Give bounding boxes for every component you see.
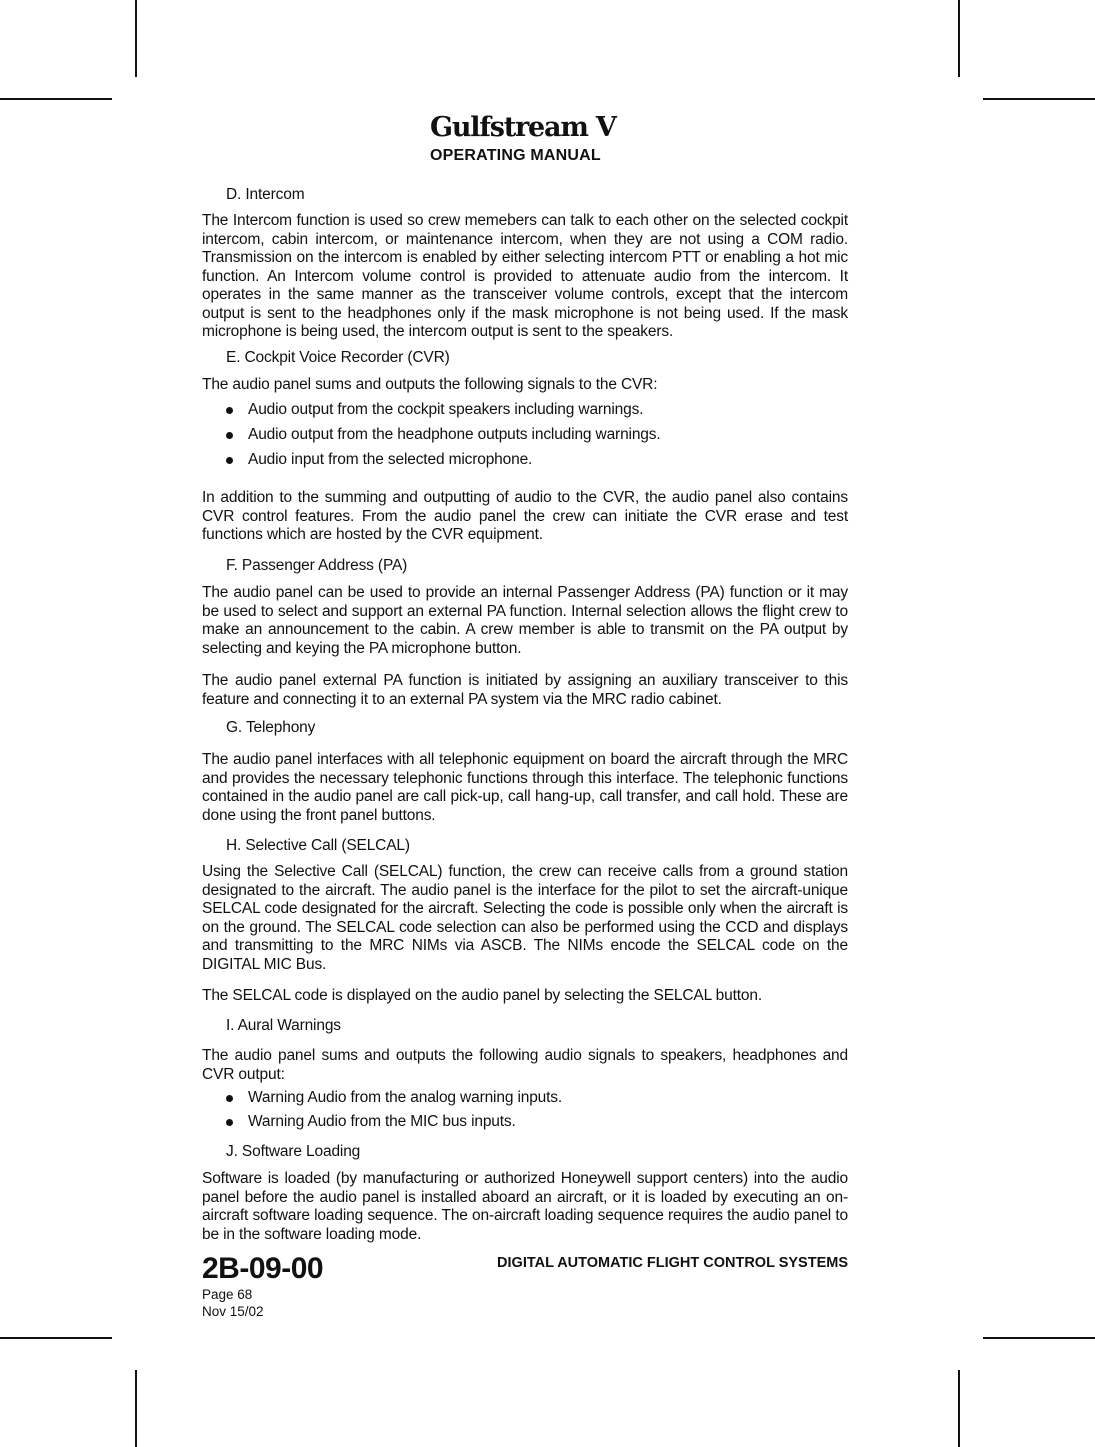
crop-mark <box>0 1337 112 1339</box>
bullet-icon <box>226 432 233 439</box>
bullet-icon <box>226 457 233 464</box>
bullet-text: Audio input from the selected microphone. <box>248 451 533 468</box>
paragraph: The Intercom function is used so crew memebers can talk to each other on the selected cockpit intercom, cabin intercom, or maintenance intercom, when they are not using a COM radio. Transmission on the intercom is enabled by either selecting intercom PTT or enabling a hot mic function. An Intercom volume control is provided to attenuate audio from the intercom. It operates in the same manner as the transceiver volume controls, except that the intercom output is sent to the headphones only if the mask microphone is not being used. If the mask microphone is being used, the intercom output is sent to the speakers. <box>202 212 848 340</box>
section-heading: H. Selective Call (SELCAL) <box>226 837 410 854</box>
paragraph: The audio panel sums and outputs the following audio signals to speakers, headphones and CVR output: <box>202 1047 848 1083</box>
bullet-text: Warning Audio from the analog warning inputs. <box>248 1089 563 1106</box>
paragraph: In addition to the summing and outputting of audio to the CVR, the audio panel also contains CVR control features. From the audio panel the crew can initiate the CVR erase and test functions which are hosted by the CVR equipment. <box>202 489 848 543</box>
crop-mark <box>135 0 137 77</box>
crop-mark <box>135 1370 137 1447</box>
crop-mark <box>958 0 960 77</box>
bullet-text: Audio output from the headphone outputs including warnings. <box>248 426 661 443</box>
section-heading: G. Telephony <box>226 719 316 736</box>
section-heading: D. Intercom <box>226 186 305 203</box>
section-heading: J. Software Loading <box>226 1143 361 1160</box>
manual-title: OPERATING MANUAL <box>430 147 601 164</box>
gulfstream-logo: Gulfstream V <box>430 112 616 143</box>
bullet-text: Warning Audio from the MIC bus inputs. <box>248 1113 516 1130</box>
crop-mark <box>0 98 112 100</box>
chapter-title: DIGITAL AUTOMATIC FLIGHT CONTROL SYSTEMS <box>497 1255 848 1271</box>
paragraph: The audio panel sums and outputs the following signals to the CVR: <box>202 376 658 393</box>
paragraph: The SELCAL code is displayed on the audio panel by selecting the SELCAL button. <box>202 987 763 1004</box>
paragraph: Software is loaded (by manufacturing or authorized Honeywell support centers) into the audio panel before the audio panel is installed aboard an aircraft, or it is loaded by executing an on-aircraft software loading sequence. The on-aircraft loading sequence requires the audio panel to be in the software loading mode. <box>202 1170 848 1243</box>
bullet-icon <box>226 1119 233 1126</box>
section-heading: E. Cockpit Voice Recorder (CVR) <box>226 349 450 366</box>
paragraph: The audio panel interfaces with all telephonic equipment on board the aircraft through the MRC and provides the necessary telephonic functions through this interface. The telephonic functions contained in the audio panel are call pick-up, call hang-up, call transfer, and call hold. These are done using the front panel buttons. <box>202 751 848 824</box>
crop-mark <box>983 98 1095 100</box>
bullet-icon <box>226 1095 233 1102</box>
section-heading: F. Passenger Address (PA) <box>226 557 408 574</box>
paragraph: The audio panel external PA function is initiated by assigning an auxiliary transceiver to this feature and connecting it to an external PA system via the MRC radio cabinet. <box>202 672 848 708</box>
bullet-text: Audio output from the cockpit speakers including warnings. <box>248 401 644 418</box>
page-number: Page 68 <box>202 1287 253 1302</box>
bullet-icon <box>226 407 233 414</box>
crop-mark <box>958 1370 960 1447</box>
paragraph: The audio panel can be used to provide an internal Passenger Address (PA) function or it may be used to select and support an external PA function. Internal selection allows the flight crew to make an announcement to the cabin. A crew member is able to transmit on the PA output by selecting and keying the PA microphone button. <box>202 584 848 657</box>
paragraph: Using the Selective Call (SELCAL) function, the crew can receive calls from a ground station designated to the aircraft. The audio panel is the interface for the pilot to set the aircraft-unique SELCAL code designated for the aircraft. Selecting the code is possible only when the aircraft is on the ground. The SELCAL code selection can also be performed using the CCD and displays and transmitting to the MRC NIMs via ASCB. The NIMs encode the SELCAL code on the DIGITAL MIC Bus. <box>202 863 848 973</box>
document-number: 2B-09-00 <box>202 1252 324 1285</box>
crop-mark <box>983 1337 1095 1339</box>
section-heading: I. Aural Warnings <box>226 1017 341 1034</box>
revision-date: Nov 15/02 <box>202 1304 264 1319</box>
